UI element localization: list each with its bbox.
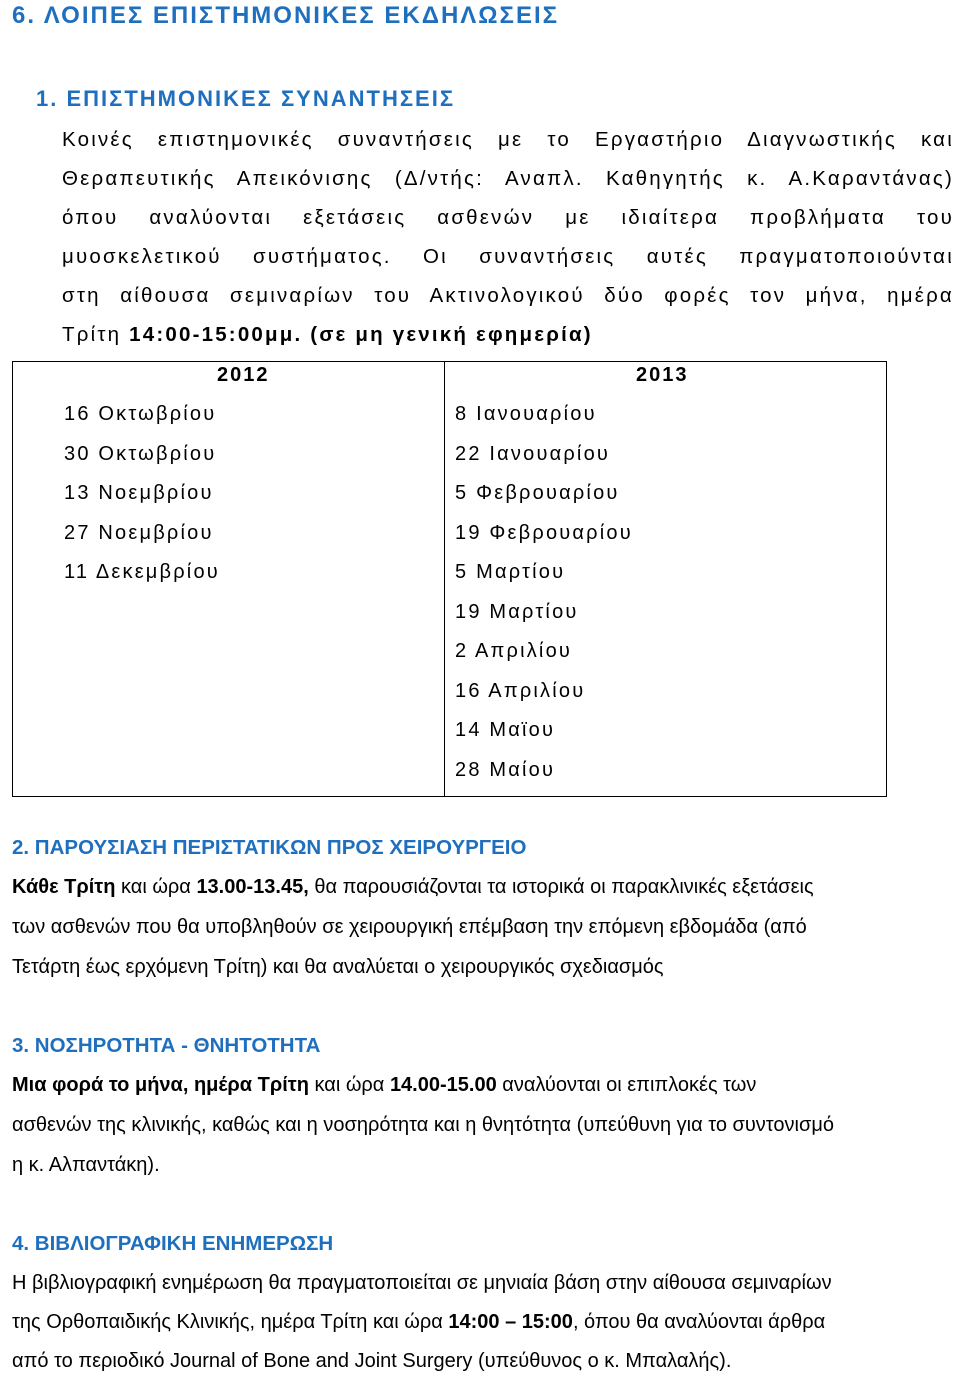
s3-line-2: ασθενών της κλινικής, καθώς και η νοσηρότητα και η θνητότητα (υπεύθυνη για το συντονισμό	[12, 1114, 834, 1136]
s3-line-1-text-b: αναλύονται οι επιπλοκές των	[496, 1074, 757, 1096]
date-2012-5: 11 Δεκεμβρίου	[64, 561, 220, 583]
section-title: 6. ΛΟΙΠΕΣ ΕΠΙΣΤΗΜΟΝΙΚΕΣ ΕΚΔΗΛΩΣΕΙΣ	[12, 2, 560, 29]
subsection-2-title: 2. ΠΑΡΟΥΣΙΑΣΗ ΠΕΡΙΣΤΑΤΙΚΩΝ ΠΡΟΣ ΧΕΙΡΟΥΡΓΕΙΟ	[12, 836, 527, 859]
date-2013-3: 5 Φεβρουαρίου	[455, 482, 620, 504]
date-2013-2: 22 Ιανουαρίου	[455, 442, 611, 465]
table-header-2013: 2013	[636, 364, 689, 386]
date-2013-6: 19 Μαρτίου	[455, 600, 579, 623]
s1-line-2: Θεραπευτικής Απεικόνισης (Δ/ντής: Αναπλ. Καθηγητής κ. Α.Καραντάνας)	[62, 167, 954, 190]
s2-line-2: των ασθενών που θα υποβληθούν σε χειρουργική επέμβαση την επόμενη εβδομάδα (από	[12, 916, 807, 938]
date-2012-2: 30 Οκτωβρίου	[64, 442, 217, 465]
date-2013-4: 19 Φεβρουαρίου	[455, 521, 633, 544]
meetings-table-divider	[444, 361, 445, 797]
date-2012-1: 16 Οκτωβρίου	[64, 403, 217, 425]
table-header-2012: 2012	[217, 364, 270, 386]
s4-line-2-bold: 14:00 – 15:00	[448, 1311, 573, 1333]
date-2013-8: 16 Απριλίου	[455, 679, 586, 702]
date-2012-4: 27 Νοεμβρίου	[64, 521, 214, 544]
s4-line-2	[12, 1311, 825, 1334]
s2-line-1-bold-a: Κάθε Τρίτη	[12, 876, 116, 898]
date-2013-5: 5 Μαρτίου	[455, 561, 566, 583]
date-2013-9: 14 Μαϊου	[455, 719, 556, 741]
s1-line-5: στη αίθουσα σεμιναρίων του Ακτινολογικού δύο φορές τον μήνα, ημέρα	[62, 284, 954, 307]
s1-line-6	[62, 323, 593, 347]
s1-line-3: όπου αναλύονται εξετάσεις ασθενών με ιδιαίτερα προβλήματα του	[62, 206, 954, 229]
s4-line-2-text-b: , όπου θα αναλύονται άρθρα	[572, 1311, 826, 1333]
s4-line-3: από το περιοδικό Journal of Bone and Joint Surgery (υπεύθυνος ο κ. Μπαλαλής).	[12, 1350, 732, 1372]
subsection-4-title-text: ΒΙΒΛΙΟΓΡΑΦΙΚΗ ΕΝΗΜΕΡΩΣΗ	[29, 1232, 334, 1255]
s3-line-1-bold-b: 14.00-15.00	[389, 1074, 497, 1096]
s3-line-1-bold-a: Μια φορά το μήνα, ημέρα Τρίτη	[12, 1074, 309, 1096]
s4-line-2-text-a: της Ορθοπαιδικής Κλινικής, ημέρα Τρίτη και ώρα	[12, 1311, 449, 1333]
subsection-4-title	[12, 1232, 333, 1256]
subsection-1-title: 1. ΕΠΙΣΤΗΜΟΝΙΚΕΣ ΣΥΝΑΝΤΗΣΕΙΣ	[36, 86, 456, 111]
s1-line-4: μυοσκελετικού συστήματος. Οι συναντήσεις αυτές πραγματοποιούνται	[62, 245, 954, 268]
s2-line-1-bold-b: 13.00-13.45,	[196, 876, 309, 898]
s1-line-6-bold: 14:00-15:00μμ. (σε μη γενική εφημερία)	[129, 323, 593, 346]
date-2013-10: 28 Μαίου	[455, 758, 556, 781]
s3-line-3: η κ. Αλπαντάκη).	[12, 1154, 160, 1176]
subsection-4-number: 4.	[12, 1232, 30, 1255]
s2-line-1-text-a: και ώρα	[115, 876, 197, 898]
date-2013-7: 2 Απριλίου	[455, 640, 573, 662]
date-2012-3: 13 Νοεμβρίου	[64, 482, 214, 504]
s1-line-1: Κοινές επιστημονικές συναντήσεις με το Εργαστήριο Διαγνωστικής και	[62, 128, 954, 151]
s1-line-6-text: Τρίτη	[62, 323, 130, 346]
s2-line-1-text-b: θα παρουσιάζονται τα ιστορικά οι παρακλινικές εξετάσεις	[308, 876, 814, 898]
s3-line-1	[12, 1074, 756, 1097]
s4-line-1: Η βιβλιογραφική ενημέρωση θα πραγματοποιείται σε μηνιαία βάση στην αίθουσα σεμιναρίων	[12, 1272, 832, 1294]
date-2013-1: 8 Ιανουαρίου	[455, 403, 597, 425]
s2-line-1	[12, 876, 814, 899]
subsection-3-title: 3. ΝΟΣΗΡΟΤΗΤΑ - ΘΝΗΤΟΤΗΤΑ	[12, 1034, 321, 1057]
s3-line-1-text-a: και ώρα	[308, 1074, 390, 1096]
s2-line-3: Τετάρτη έως ερχόμενη Τρίτη) και θα αναλύεται ο χειρουργικός σχεδιασμός	[12, 956, 664, 978]
